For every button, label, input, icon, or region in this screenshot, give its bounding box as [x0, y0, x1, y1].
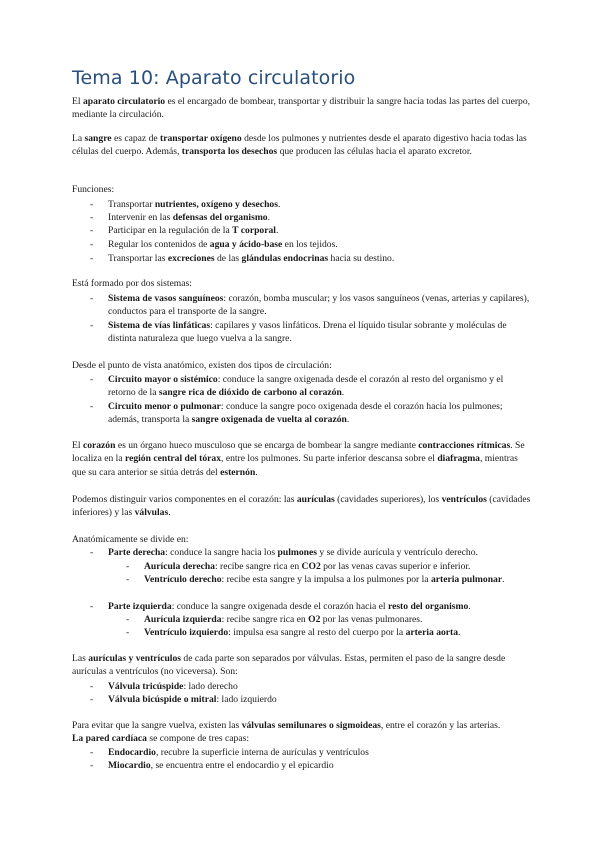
list-item: - Participar en la regulación de la T corporal. [90, 225, 279, 236]
page-title: Tema 10: Aparato circulatorio [72, 67, 356, 89]
list-item: - Sistema de vías linfáticas: capilares y vasos linfáticos. Drena el líquido tisular sobrante y moléculas de distinta naturaleza que luego vuelva a la sangre. [90, 320, 507, 345]
paragraph-semilunares: Para evitar que la sangre vuelva, existen las válvulas semilunares o sigmoideas, entre el corazón y las arterias. [72, 720, 501, 731]
sistemas-heading: Está formado por dos sistemas: [72, 278, 192, 289]
list-item: - Ventrículo derecho: recibe esta sangre y la impulsa a los pulmones por la arteria pulmonar. [126, 574, 505, 585]
list-item: - Válvula bicúspide o mitral: lado izquierdo [90, 694, 277, 705]
list-item: - Aurícula derecha: recibe sangre rica en CO2 por las venas cavas superior e inferior. [126, 561, 471, 572]
list-item: - Ventrículo izquierdo: impulsa esa sangre al resto del cuerpo por la arteria aorta. [126, 627, 461, 638]
list-item: - Parte derecha: conduce la sangre hacia los pulmones y se divide aurícula y ventrículo derecho. [90, 547, 478, 558]
paragraph-componentes: Podemos distinguir varios componentes en el corazón: las aurículas (cavidades superiores), los ventrículos (cavidades inferiores) y las válvulas. [72, 494, 531, 519]
paragraph-pared: La pared cardíaca se compone de tres capas: [72, 733, 250, 744]
list-item: - Válvula tricúspide: lado derecho [90, 681, 238, 692]
list-item: - Intervenir en las defensas del organismo. [90, 212, 271, 223]
list-item: - Regular los contenidos de agua y ácido-base en los tejidos. [90, 239, 338, 250]
paragraph-corazon: El corazón es un órgano hueco musculoso que se encarga de bombear la sangre mediante contracciones rítmicas. Se localiza en la región central del tórax, entre los pulmones. Su parte inferior descansa sobre el diafragma, mientras que su cara anterior se sitúa detrás del esternón. [72, 440, 525, 478]
list-item: - Endocardio, recubre la superficie interna de aurículas y ventrículos [90, 747, 369, 758]
list-item: - Miocardio, se encuentra entre el endocardio y el epicardio [90, 760, 334, 771]
list-item: - Transportar las excreciones de las glándulas endocrinas hacia su destino. [90, 253, 395, 264]
funciones-heading: Funciones: [72, 184, 115, 195]
paragraph-valvulas: Las aurículas y ventrículos de cada parte son separados por válvulas. Estas, permiten el paso de la sangre desde aurículas a ventrículos (no viceversa). Son: [72, 653, 506, 678]
paragraph-intro: El aparato circulatorio es el encargado de bombear, transportar y distribuir la sangre hacia todas las partes del cuerpo, mediante la circulación. [72, 96, 531, 121]
list-item: - Sistema de vasos sanguíneos: corazón, bomba muscular; y los vasos sanguíneos (venas, arterias y capilares), conductos para el transporte de la sangre. [90, 293, 530, 318]
list-item: - Aurícula izquierda: recibe sangre rica en O2 por las venas pulmonares. [126, 614, 423, 625]
anatomia-heading: Anatómicamente se divide en: [72, 534, 189, 545]
list-item: - Circuito mayor o sistémico: conduce la sangre oxigenada desde el corazón al resto del organismo y el retorno de la sangre rica de dióxido de carbono al corazón. [90, 374, 504, 399]
paragraph-sangre: La sangre es capaz de transportar oxígeno desde los pulmones y nutrientes desde el aparato digestivo hacia todas las células del cuerpo. Además, transporta los desechos que producen las células hacia el aparato excretor. [72, 133, 527, 158]
list-item: - Parte izquierda: conduce la sangre oxigenada desde el corazón hacia el resto del organismo. [90, 601, 471, 612]
circulacion-heading: Desde el punto de vista anatómico, existen dos tipos de circulación: [72, 360, 332, 371]
list-item: - Circuito menor o pulmonar: conduce la sangre poco oxigenada desde el corazón hacia los pulmones; además, transporta la sangre oxigenada de vuelta al corazón. [90, 401, 503, 426]
list-item: - Transportar nutrientes, oxígeno y desechos. [90, 199, 281, 210]
